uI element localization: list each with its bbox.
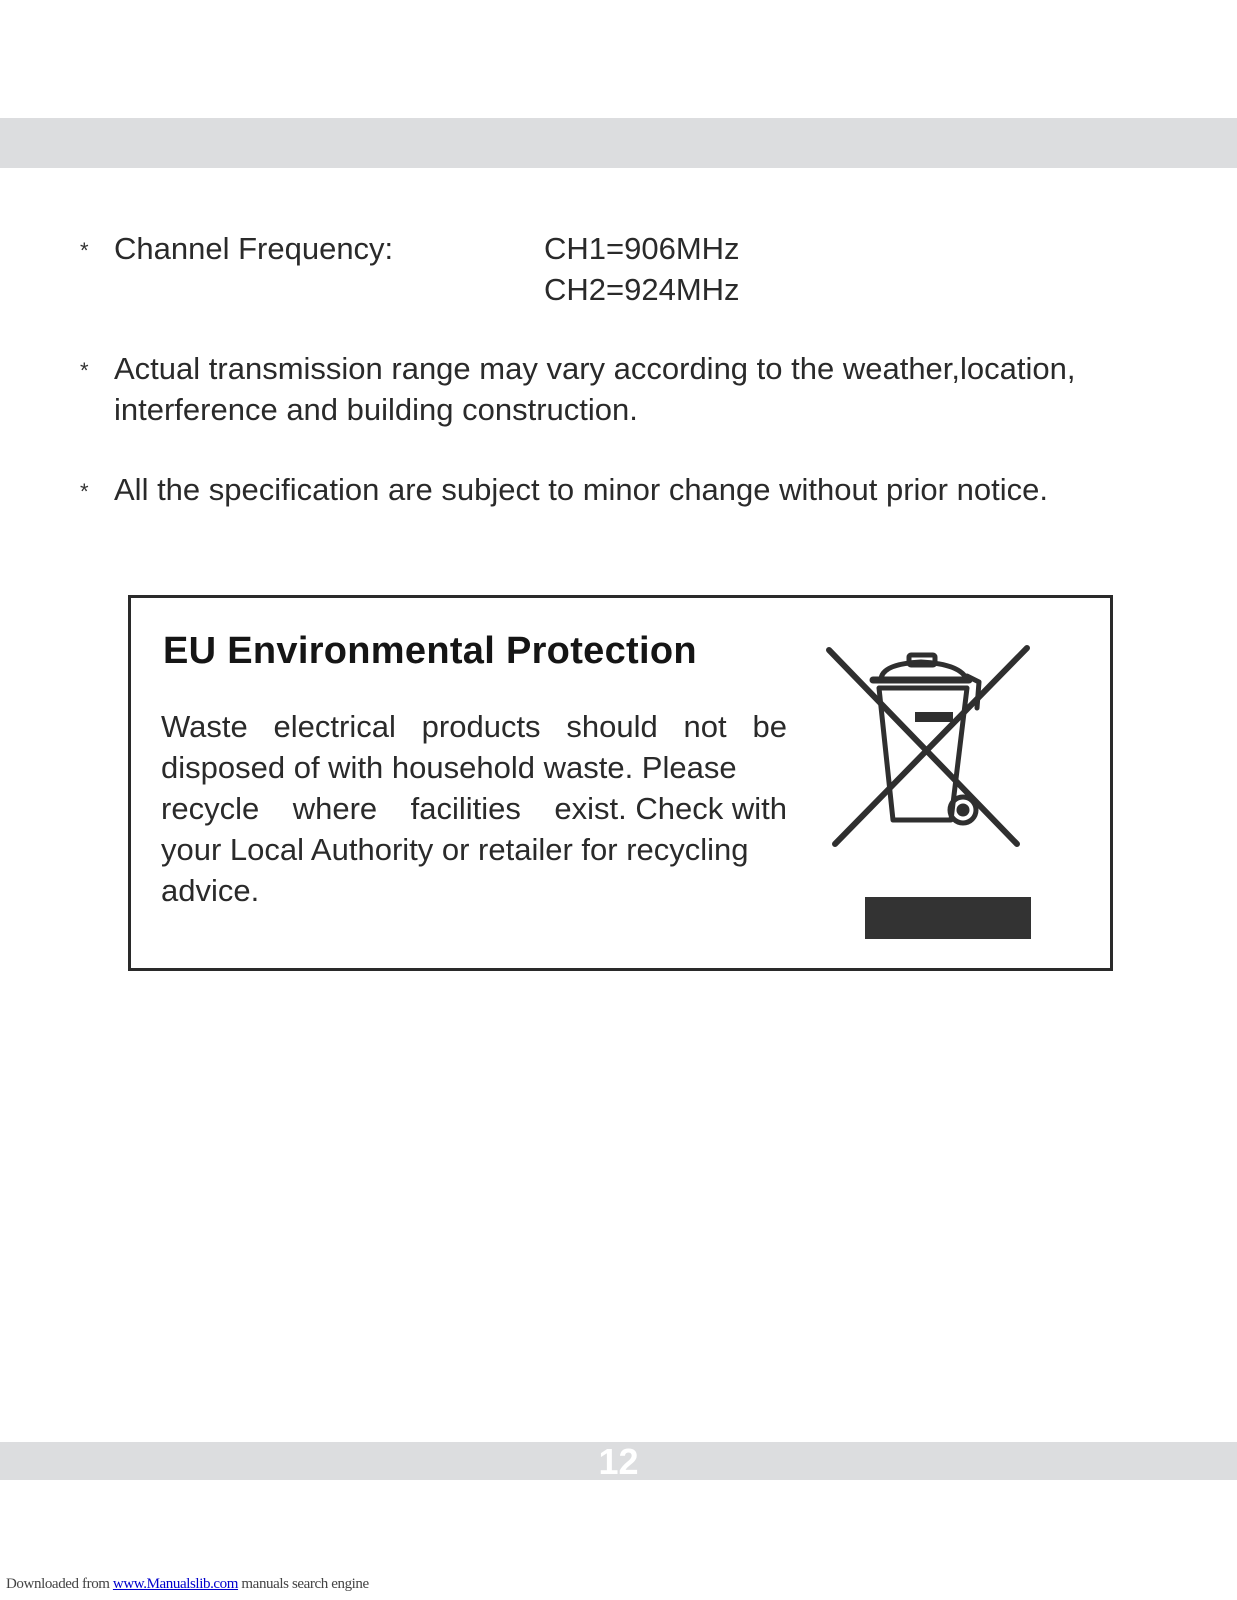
channel-value: CH2=924MHz [544, 272, 740, 307]
notice-text: All the specification are subject to minor change without prior notice. [114, 472, 1048, 507]
footer-prefix: Downloaded from [6, 1576, 113, 1592]
eu-environmental-box [128, 595, 1113, 971]
page-number: 12 [598, 1441, 639, 1482]
eu-word: where [292, 791, 378, 826]
range-text [114, 348, 1075, 430]
footer-band [0, 1442, 1237, 1480]
range-line: Actual transmission range may vary according to the weather,location, [114, 351, 1076, 386]
eu-word: exist. Check with [554, 791, 787, 826]
channel-label: Channel Frequency: [114, 231, 394, 266]
eu-word: facilities [410, 791, 521, 826]
eu-line: advice. [161, 873, 260, 908]
eu-word: products [421, 709, 541, 744]
eu-word: electrical [273, 709, 396, 744]
eu-line [161, 788, 787, 829]
eu-line: disposed of with household waste. Please [161, 750, 737, 785]
eu-word: recycle [161, 791, 260, 826]
eu-line [161, 706, 787, 747]
eu-word: should [566, 709, 658, 744]
channel-values [544, 228, 740, 310]
eu-line: your Local Authority or retailer for recycling [161, 832, 749, 867]
eu-word: be [752, 709, 787, 744]
crossed-out-wheelie-bin-icon [821, 638, 1041, 858]
bullet-star: * [80, 238, 89, 263]
eu-body-text [161, 706, 801, 911]
eu-word: not [683, 709, 727, 744]
footer-suffix: manuals search engine [238, 1576, 369, 1592]
bullet-star: * [80, 479, 89, 504]
eu-word: Waste [161, 709, 248, 744]
bullet-star: * [80, 358, 89, 383]
channel-value: CH1=906MHz [544, 231, 740, 266]
weee-black-bar [865, 897, 1031, 939]
eu-title: EU Environmental Protection [163, 630, 697, 672]
download-footer [6, 1576, 369, 1593]
header-band [0, 118, 1237, 168]
range-line: interference and building construction. [114, 392, 638, 427]
manualslib-link[interactable]: www.Manualslib.com [112, 1576, 239, 1592]
